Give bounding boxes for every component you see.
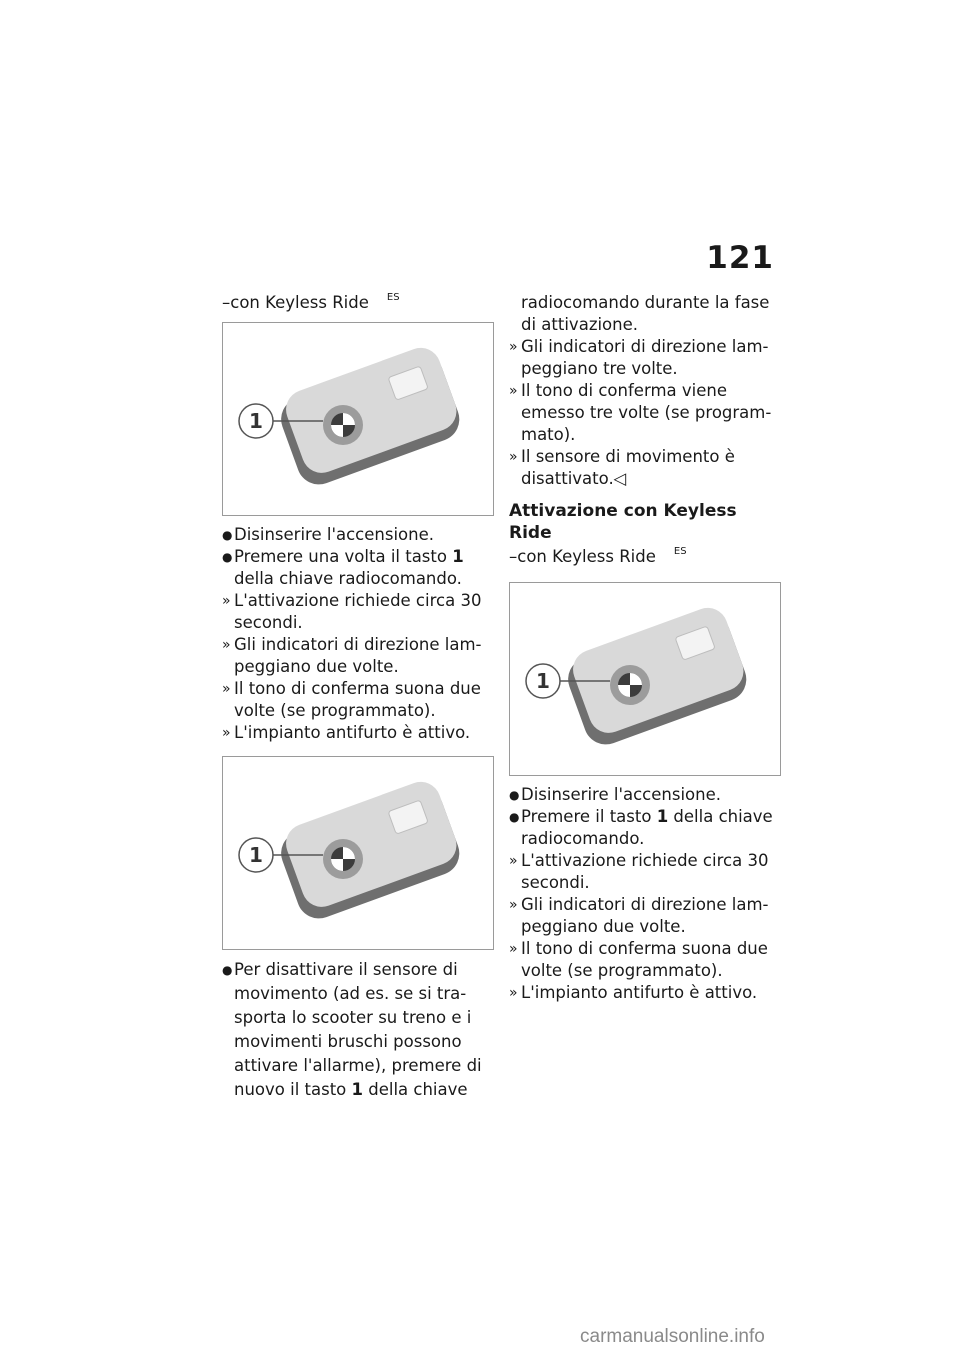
result-item [509, 446, 781, 490]
result-text: Gli indicatori di direzione lam-peggiano due volte. [234, 635, 482, 676]
result-item [222, 634, 494, 678]
step-text: della chiave radiocomando. [234, 569, 462, 588]
key-figure-1 [222, 322, 494, 516]
result-marker: » [509, 897, 518, 913]
result-text: Il tono di conferma suona due volte (se programmato). [521, 939, 768, 980]
result-text: Il tono di conferma viene emesso tre volte (se program-mato). [521, 381, 772, 444]
result-item [222, 722, 494, 744]
condition-text: –con Keyless Ride [222, 293, 369, 312]
result-text: L'attivazione richiede circa 30 secondi. [521, 851, 769, 892]
key-fob-illustration [510, 583, 780, 775]
condition-line [222, 292, 494, 314]
callout-label: 1 [536, 669, 550, 693]
key-fob-illustration [223, 757, 493, 949]
bullet-marker: ● [509, 788, 520, 802]
result-item [222, 590, 494, 634]
step-item [222, 524, 494, 546]
result-text: Il sensore di movimento è disattivato.◁ [521, 447, 735, 488]
step-text: Per disattivare il sensore di movimento (ad es. se si tra-sporta lo scooter su treno e i movimenti bruschi possono attivare l'allarme), premere di nuovo il tasto [234, 960, 482, 1099]
step-text: Disinserire l'accensione. [234, 525, 434, 544]
step-text: della chiave radiocomando. [521, 807, 773, 848]
condition-line [509, 546, 781, 568]
step-text: Premere il tasto [521, 807, 657, 826]
result-text: L'impianto antifurto è attivo. [234, 723, 471, 742]
bullet-marker: ● [509, 810, 520, 824]
result-marker: » [509, 985, 518, 1001]
bullet-marker: ● [222, 963, 233, 977]
result-item [222, 678, 494, 722]
result-marker: » [509, 383, 518, 399]
key-figure-2 [222, 756, 494, 950]
bullet-marker: ● [222, 528, 233, 542]
equipment-sup: ES [673, 546, 687, 557]
key-figure-3 [509, 582, 781, 776]
result-marker: » [222, 681, 231, 697]
result-item [509, 380, 781, 446]
result-item [509, 938, 781, 982]
continued-text-content: radiocomando durante la fase di attivazione. [521, 293, 770, 334]
result-marker: » [222, 725, 231, 741]
left-column [222, 292, 494, 1102]
result-text: Gli indicatori di direzione lam-peggiano due volte. [521, 895, 769, 936]
step-item [222, 546, 494, 590]
result-marker: » [222, 593, 231, 609]
button-ref: 1 [452, 547, 464, 566]
footer-watermark[interactable]: carmanualsonline.info [580, 1326, 765, 1347]
result-text: Il tono di conferma suona due volte (se programmato). [234, 679, 481, 720]
result-text: L'attivazione richiede circa 30 secondi. [234, 591, 482, 632]
page-number: 121 [706, 240, 774, 276]
step-text: Premere una volta il tasto [234, 547, 453, 566]
result-item [509, 894, 781, 938]
key-fob-illustration [223, 323, 493, 515]
button-ref: 1 [351, 1080, 363, 1099]
result-item [509, 982, 781, 1004]
result-text: Gli indicatori di direzione lam-peggiano tre volte. [521, 337, 769, 378]
result-item [509, 336, 781, 380]
step-text: della chiave [363, 1080, 468, 1099]
result-marker: » [509, 941, 518, 957]
result-marker: » [509, 449, 518, 465]
step-item [222, 958, 494, 1102]
result-marker: » [222, 637, 231, 653]
bullet-marker: ● [222, 550, 233, 564]
callout-label: 1 [249, 409, 263, 433]
result-text: L'impianto antifurto è attivo. [521, 983, 758, 1002]
result-item [509, 850, 781, 894]
result-marker: » [509, 339, 518, 355]
condition-text: –con Keyless Ride [509, 547, 656, 566]
continued-text [509, 292, 781, 336]
right-column [509, 292, 781, 1004]
section-heading: Attivazione con Keyless Ride [509, 501, 737, 543]
equipment-sup: ES [386, 292, 400, 303]
button-ref: 1 [656, 807, 669, 826]
step-item [509, 784, 781, 806]
step-text: Disinserire l'accensione. [521, 785, 721, 804]
step-item [509, 806, 781, 850]
result-marker: » [509, 853, 518, 869]
callout-label: 1 [249, 843, 263, 867]
